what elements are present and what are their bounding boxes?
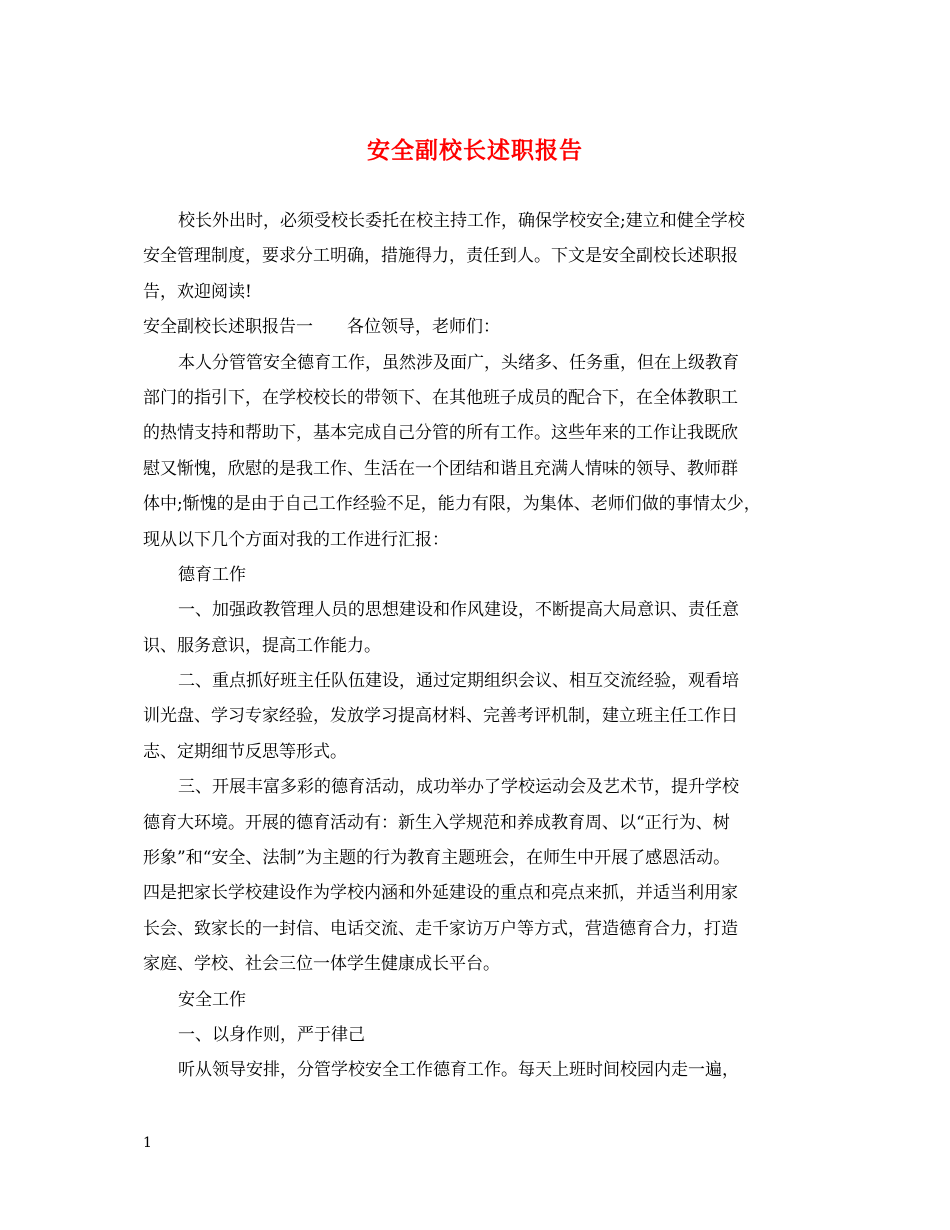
paragraph-line: 四是把家长学校建设作为学校内涵和外延建设的重点和亮点来抓，并适当利用家 [143, 883, 738, 904]
paragraph-line: 告，欢迎阅读! [143, 281, 252, 302]
document-body [143, 204, 807, 1089]
paragraph-line: 志、定期细节反思等形式。 [143, 741, 347, 762]
page-number: 1 [143, 1135, 152, 1151]
paragraph-line: 长会、致家长的一封信、电话交流、走千家访万户等方式，营造德育合力，打造 [143, 918, 738, 939]
report-heading-line: 安全副校长述职报告一 各位领导，老师们： [143, 317, 500, 338]
section-heading: 德育工作 [178, 564, 246, 585]
document-title: 安全副校长述职报告 [367, 137, 583, 164]
paragraph-line: 识、服务意识，提高工作能力。 [143, 635, 381, 656]
paragraph-line: 形象”和“安全、法制”为主题的行为教育主题班会，在师生中开展了感恩活动。 [143, 848, 731, 869]
paragraph-line: 三、开展丰富多彩的德育活动，成功举办了学校运动会及艺术节，提升学校 [178, 777, 739, 798]
subsection-heading: 一、以身作则，严于律己 [178, 1024, 365, 1045]
paragraph-line: 慰又惭愧，欣慰的是我工作、生活在一个团结和谐且充满人情味的领导、教师群 [143, 458, 738, 479]
paragraph-line: 训光盘、学习专家经验，发放学习提高材料、完善考评机制，建立班主任工作日 [143, 706, 738, 727]
paragraph-line: 体中;惭愧的是由于自己工作经验不足，能力有限，为集体、老师们做的事情太少， [143, 494, 761, 515]
section-heading: 安全工作 [178, 989, 246, 1010]
paragraph-line: 听从领导安排，分管学校安全工作德育工作。每天上班时间校园内走一遍， [178, 1060, 739, 1081]
paragraph-line: 本人分管管安全德育工作，虽然涉及面广，头绪多、任务重，但在上级教育 [178, 352, 739, 373]
paragraph-line: 二、重点抓好班主任队伍建设，通过定期组织会议、相互交流经验，观看培 [178, 671, 739, 692]
paragraph-line: 德育大环境。开展的德育活动有：新生入学规范和养成教育周、以“正行为、树 [143, 812, 730, 833]
paragraph-line: 校长外出时，必须受校长委托在校主持工作，确保学校安全;建立和健全学校 [178, 211, 745, 231]
paragraph-line: 一、加强政教管理人员的思想建设和作风建设，不断提高大局意识、责任意 [178, 600, 739, 621]
paragraph-line: 的热情支持和帮助下，基本完成自己分管的所有工作。这些年来的工作让我既欣 [143, 423, 738, 444]
paragraph-line: 家庭、学校、社会三位一体学生健康成长平台。 [143, 954, 500, 975]
paragraph-line: 现从以下几个方面对我的工作进行汇报： [143, 529, 449, 550]
paragraph-line: 安全管理制度，要求分工明确，措施得力，责任到人。下文是安全副校长述职报 [143, 246, 738, 267]
paragraph-line: 部门的指引下，在学校校长的带领下、在其他班子成员的配合下，在全体教职工 [143, 387, 738, 408]
